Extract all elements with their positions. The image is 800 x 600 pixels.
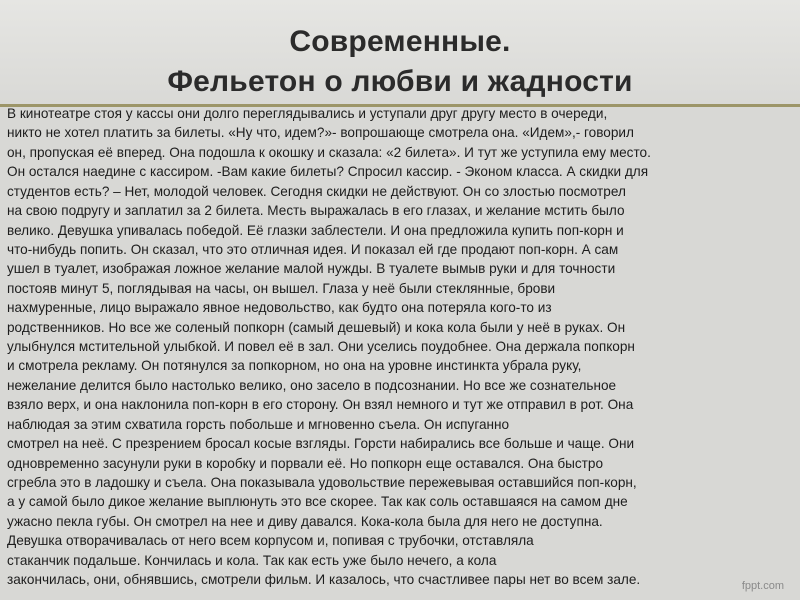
body-line: нежелание делится было настолько велико, оно засело в подсознании. Но все же сознательное bbox=[7, 377, 617, 393]
body-line: взяло верх, и она наклонила поп-корн в его сторону. Он взял немного и тут же отправил в рот. Она bbox=[7, 397, 634, 413]
body-line: закончилась, они, обнявшись, смотрели фильм. И казалось, что счастливее пары нет во всем зале. bbox=[7, 572, 641, 588]
body-line: улыбнулся мстительной улыбкой. И повел её в зал. Они уселись поудобнее. Она держала попкорн bbox=[7, 339, 635, 355]
body-line: студентов есть? – Нет, молодой человек. Сегодня скидки не действуют. Он со злостью посмотрел bbox=[7, 183, 626, 199]
slide-title-line-2: Фельетон о любви и жадности bbox=[167, 65, 633, 98]
body-line: стаканчик подальше. Кончилась и кола. Так как есть уже было нечего, а кола bbox=[7, 552, 497, 568]
body-line: никто не хотел платить за билеты. «Ну что, идем?»- вопрошающе смотрела она. «Идем»,- говорил bbox=[7, 125, 634, 141]
body-line: ужасно пекла губы. Он смотрел на нее и диву давался. Кока-кола была для него не доступна. bbox=[7, 513, 603, 529]
body-line: родственников. Но все же соленый попкорн (самый дешевый) и кока кола были у неё в руках. Он bbox=[7, 319, 626, 335]
body-text bbox=[7, 104, 793, 590]
body-line: постояв минут 5, поглядывая на часы, он вышел. Глаза у неё были стеклянные, брови bbox=[7, 280, 556, 296]
body-line: и смотрела рекламу. Он потянулся за попкорном, но она на уровне инстинкта убрала руку, bbox=[7, 358, 582, 374]
body-line: Он остался наедине с кассиром. -Вам какие билеты? Спросил кассир. - Эконом класса. А скидки для bbox=[7, 164, 649, 180]
body-line: что-нибудь попить. Он сказал, что это отличная идея. И показал ей где продают поп-корн. А сам bbox=[7, 241, 619, 257]
body-line: он, пропуская её вперед. Она подошла к окошку и сказала: «2 билета». И тут же уступила ему место. bbox=[7, 144, 651, 160]
body-line: а у самой было дикое желание выплюнуть это все скорее. Так как соль оставшаяся на самом дне bbox=[7, 494, 628, 510]
body-line: Девушка отворачивалась от него всем корпусом и, попивая с трубочки, отставляла bbox=[7, 533, 534, 549]
body-line: нахмуренные, лицо выражало явное недовольство, как будто она потеряла кого-то из bbox=[7, 300, 552, 316]
body-line: одновременно засунули руки в коробку и порвали её. Но попкорн еще оставался. Она быстро bbox=[7, 455, 604, 471]
body-line: сгребла это в ладошку и съела. Она показывала удовольствие пережевывая оставшийся поп-корн, bbox=[7, 475, 637, 491]
fppt-logo: fppt.com bbox=[741, 580, 784, 592]
slide-title-line-1: Современные. bbox=[289, 25, 511, 58]
body-line: наблюдая за этим схватила горсть побольше и мгновенно съела. Он испуганно bbox=[7, 416, 510, 432]
body-line: ушел в туалет, изображая ложное желание малой нужды. В туалете вымыв руки и для точности bbox=[7, 261, 616, 277]
body-line: смотрел на неё. С презрением бросал косые взгляды. Горсти набирались все больше и чаще. Они bbox=[7, 436, 635, 452]
body-line: В кинотеатре стоя у кассы они долго переглядывались и уступали друг другу место в очереди, bbox=[7, 106, 608, 121]
body-line: велико. Девушка упивалась победой. Её глазки заблестели. И она предложила купить поп-корн и bbox=[7, 222, 624, 238]
title-area bbox=[0, 0, 800, 104]
body-line: на свою подругу и заплатил за 2 билета. Месть выражалась в его глазах, и желание мстить было bbox=[7, 203, 625, 219]
